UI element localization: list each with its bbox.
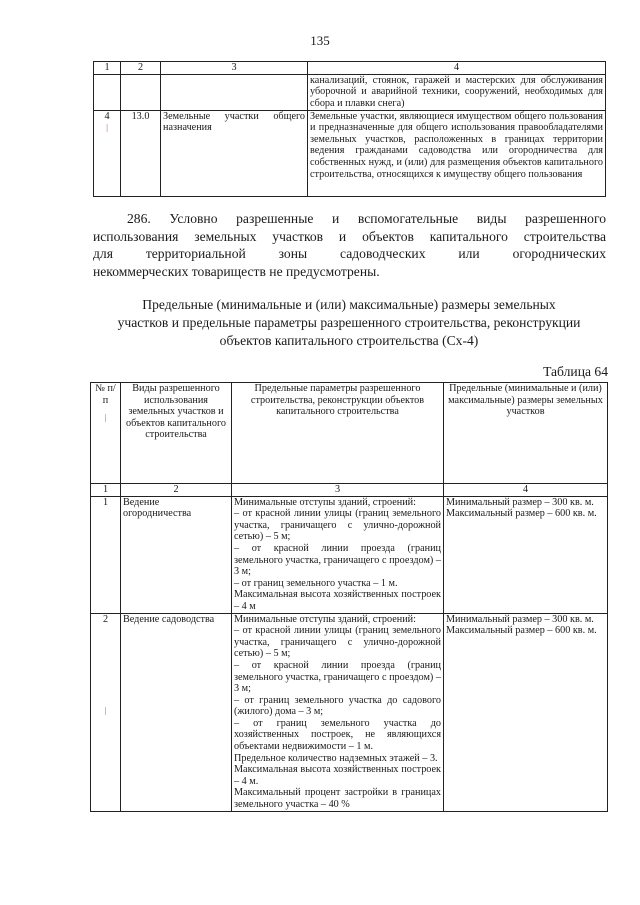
param-line: Максимальная высота хозяйственных построек – 4 м (234, 589, 441, 612)
table-caption: Таблица 64 (543, 364, 608, 379)
param-line: – от границ земельного участка – 1 м. (234, 577, 398, 589)
param-line: – от красной линии улицы (границ земельного участка, граничащего с улично-дорожной сетью) – 5 м; (234, 625, 441, 660)
paragraph-line: 286. Условно разрешенные и вспомогательные виды разрешенного (127, 211, 606, 226)
previous-table (93, 61, 606, 197)
table-row (91, 496, 608, 613)
row-sizes (444, 496, 608, 613)
table-row (94, 110, 606, 196)
column-numbers-row (91, 484, 608, 497)
param-line: Максимальная высота хозяйственных построек – 4 м. (234, 764, 441, 787)
paragraph-line: использования земельных участков и объектов капитального строительства (93, 228, 606, 244)
row-kind: Ведение огородничества (121, 496, 232, 613)
paragraph-286 (93, 210, 606, 280)
previous-table-header (94, 62, 606, 75)
paragraph-line: для территориальной зоны садоводческих или огороднических (93, 246, 606, 261)
param-line: Минимальные отступы зданий, строений: (234, 496, 416, 508)
col-number: 1 (94, 62, 121, 75)
col-number: 3 (232, 484, 444, 497)
size-line: Максимальный размер – 600 кв. м. (446, 508, 597, 520)
param-line: – от красной линии проезда (границ земельного участка, граничащего с проездом) – 3 м; (234, 542, 441, 578)
row-code: 13.0 (121, 110, 161, 196)
section-title-line: Предельные (минимальные и (или) максимальные) размеры земельных (142, 297, 556, 312)
col-number: 4 (444, 484, 608, 497)
row-number: 4 | (94, 110, 121, 196)
section-title-line: объектов капитального строительства (Сх-4) (219, 333, 479, 348)
size-line: Минимальный размер – 300 кв. м. (446, 613, 594, 625)
row-name: Земельные участки общего назначения (161, 110, 308, 196)
col-number: 2 (121, 62, 161, 75)
header-kinds: Виды разрешенного использования земельных участков и объектов капитального строительства (121, 383, 232, 484)
col-number: 4 (308, 62, 606, 75)
param-line: Минимальные отступы зданий, строений: (234, 613, 416, 625)
header-params: Предельные параметры разрешенного строительства, реконструкции объектов капитального строительства (232, 383, 444, 484)
param-line: Предельное количество надземных этажей – 3. (234, 752, 438, 764)
row-number: 1 (91, 496, 121, 613)
row-description: канализаций, стоянок, гаражей и мастерских для обслуживания уборочной и аварийной техники, сооружений, необходимых для сбора и плавки снега) (308, 74, 606, 110)
row-params (232, 613, 444, 811)
header-sizes: Предельные (минимальные и (или) максимальные) размеры земельных участков (444, 383, 608, 484)
col-number: 1 (91, 484, 121, 497)
table-header (91, 383, 608, 484)
table-64 (90, 382, 608, 812)
col-number: 3 (161, 62, 308, 75)
param-line: Максимальный процент застройки в границах земельного участка – 40 % (234, 787, 441, 811)
header-number: № п/п | (91, 383, 121, 484)
param-line: – от красной линии проезда (границ земельного участка, граничащего с проездом) – 3 м; (234, 659, 441, 695)
section-title (90, 296, 608, 350)
row-description: Земельные участки, являющиеся имуществом общего пользования и предназначенные для общего использования правообладателями земельных участков, расположенных в границах территории ведения гражданами садоводства или огородничества для собственных нужд, и (или) для размещения объектов капитального строительства, относящихся к имуществу общего пользования (308, 110, 606, 196)
table-row (91, 613, 608, 811)
param-line: – от границ земельного участка до садового (жилого) дома – 3 м; (234, 694, 441, 718)
section-title-line: участков и предельные параметры разрешенного строительства, реконструкции (117, 315, 581, 330)
row-sizes (444, 613, 608, 811)
size-line: Минимальный размер – 300 кв. м. (446, 496, 594, 508)
row-kind: Ведение садоводства (121, 613, 232, 811)
row-number: 2 | (91, 613, 121, 811)
param-line: – от границ земельного участка до хозяйственных построек, не являющихся объектами недвижимости – 1 м. (234, 717, 441, 753)
size-line: Максимальный размер – 600 кв. м. (446, 625, 597, 637)
table-row (94, 74, 606, 110)
param-line: – от красной линии улицы (границ земельного участка, граничащего с улично-дорожной сетью) – 5 м; (234, 508, 441, 543)
col-number: 2 (121, 484, 232, 497)
page-number: 135 (310, 33, 330, 48)
row-params (232, 496, 444, 613)
paragraph-line: некоммерческих товариществ не предусмотрены. (93, 263, 380, 279)
